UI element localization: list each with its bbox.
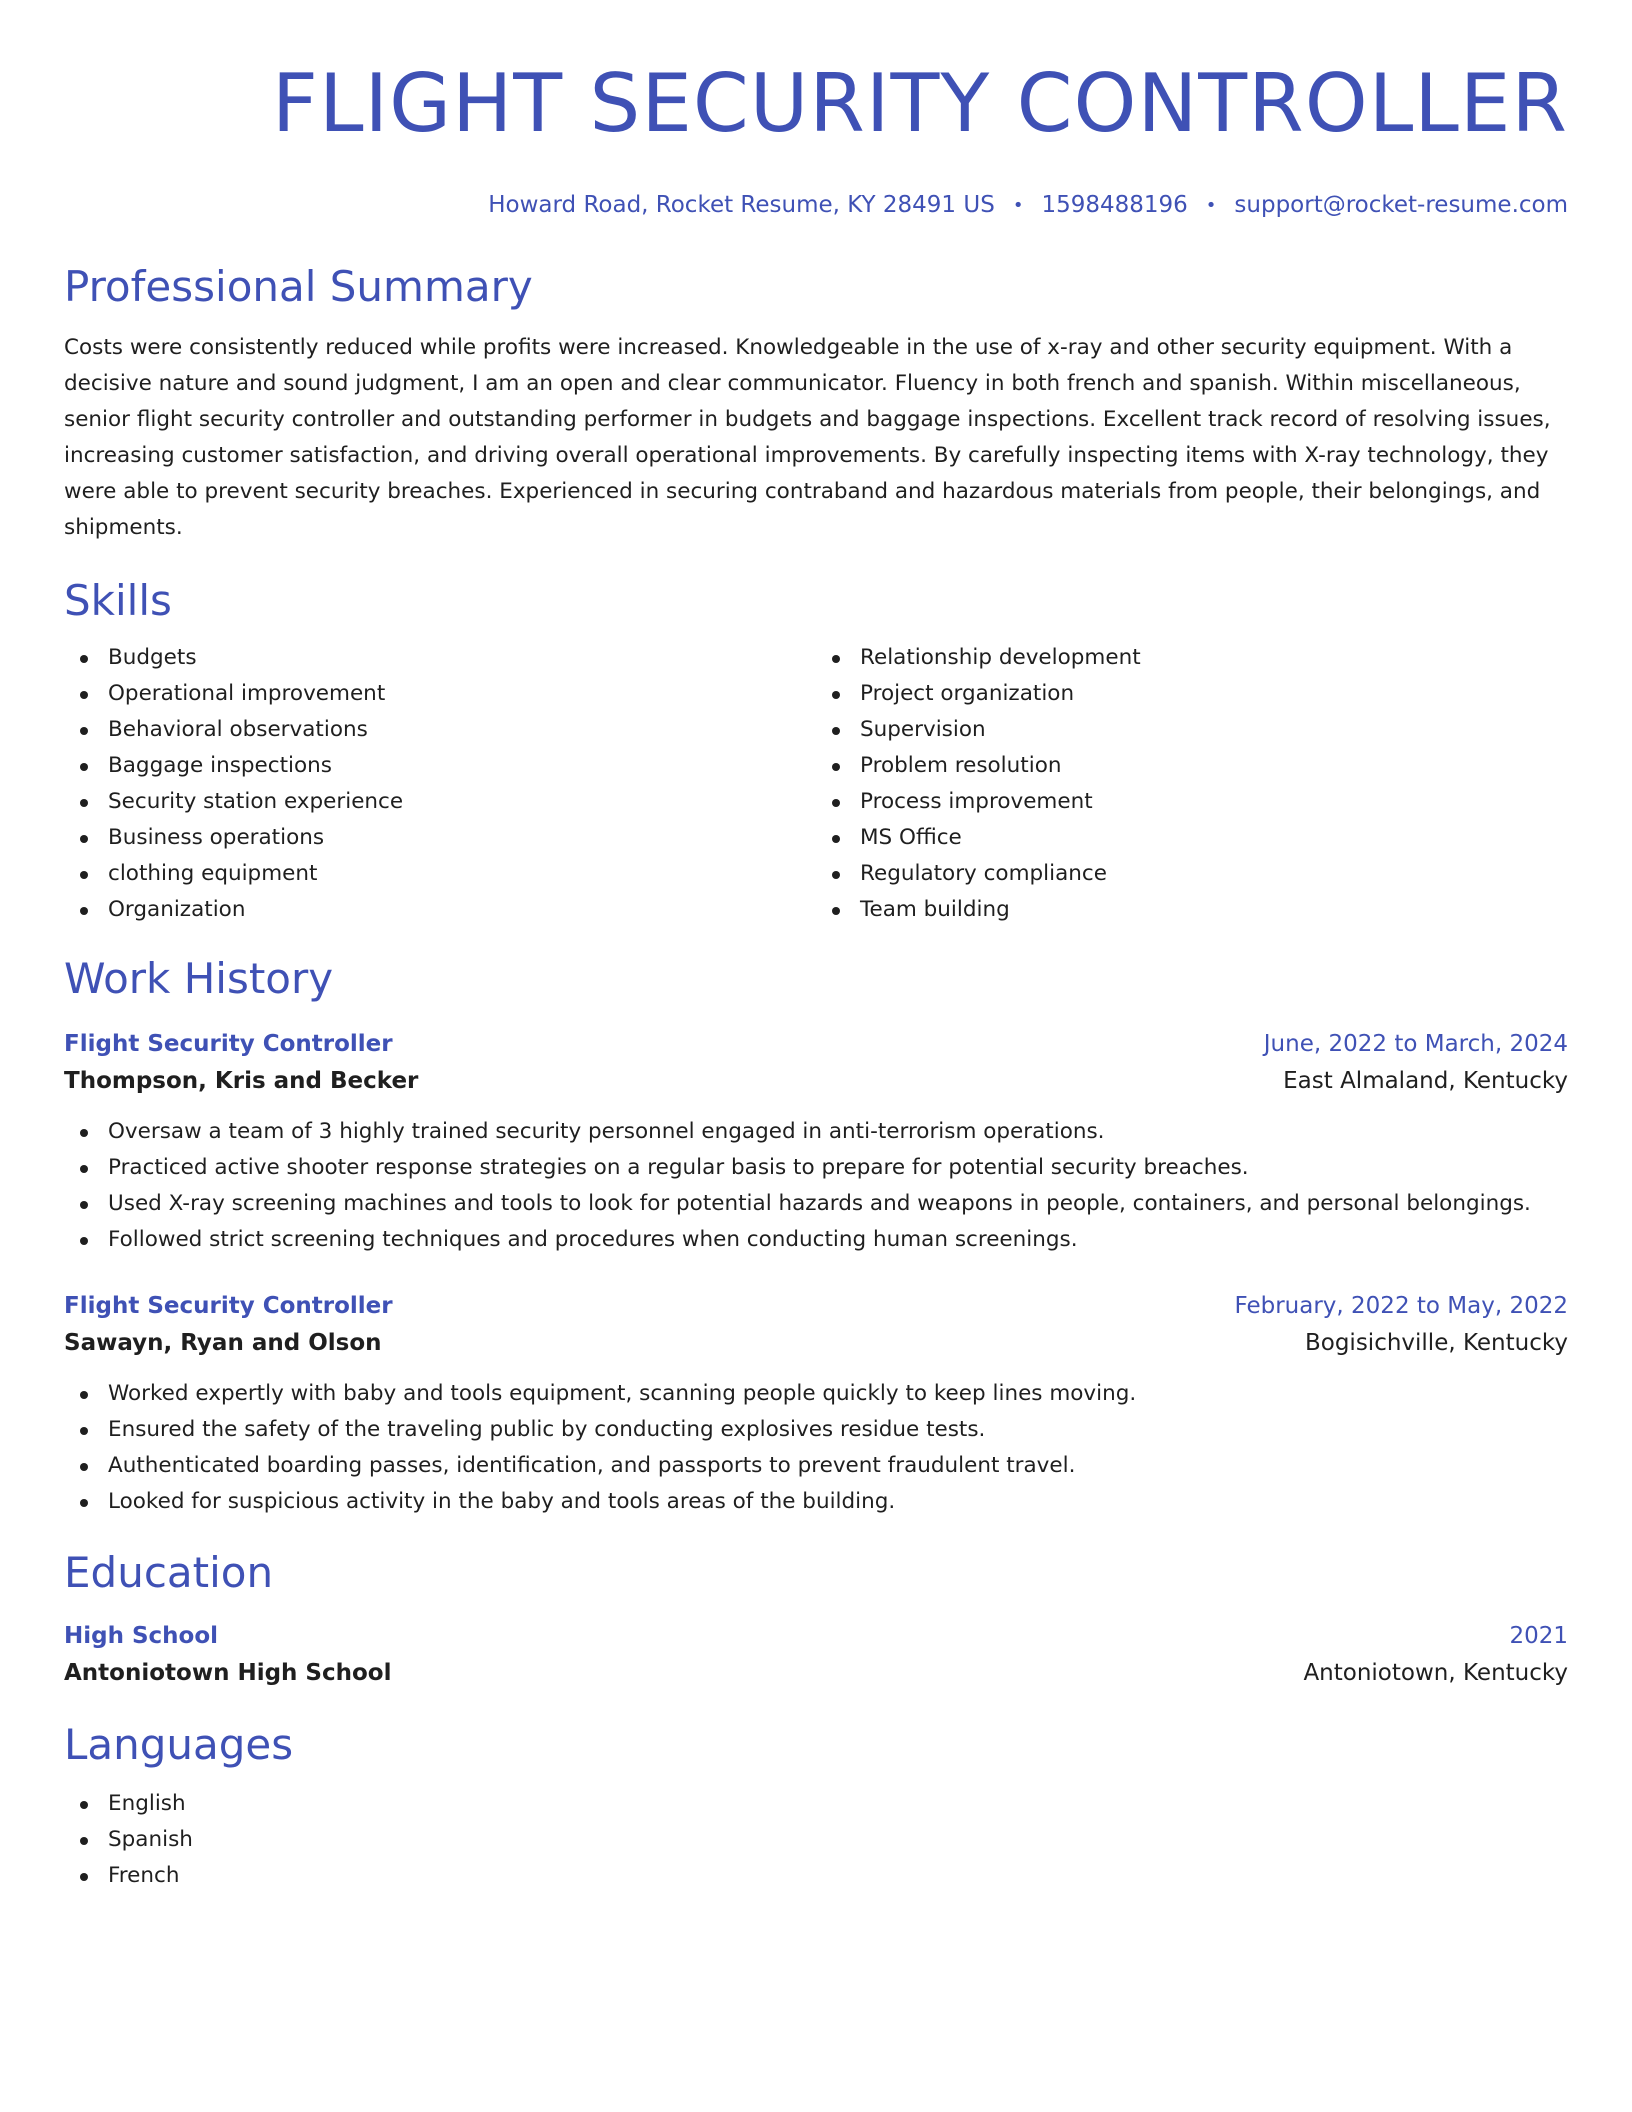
languages-list xyxy=(64,1786,1568,1894)
education-heading: Education xyxy=(64,1548,274,1597)
job-duty-item: Practiced active shooter response strategies on a regular basis to prepare for potential security breaches. xyxy=(64,1150,1568,1186)
language-item: Spanish xyxy=(64,1822,1568,1858)
skills-heading: Skills xyxy=(64,576,172,625)
bullet-separator: • xyxy=(1205,194,1217,216)
skill-item: Regulatory compliance xyxy=(816,856,1568,892)
education-location: Antoniotown, Kentucky xyxy=(1303,1660,1568,1686)
job-company: Thompson, Kris and Becker xyxy=(64,1068,419,1094)
skill-item: Process improvement xyxy=(816,784,1568,820)
skill-item: Team building xyxy=(816,892,1568,928)
resume-name-heading: FLIGHT SECURITY CONTROLLER xyxy=(271,57,1568,150)
job-header-row xyxy=(64,1288,1568,1324)
job-duty-item: Authenticated boarding passes, identification, and passports to prevent fraudulent travel. xyxy=(64,1448,1568,1484)
education-year: 2021 xyxy=(1509,1623,1568,1649)
phone-text: 1598488196 xyxy=(1041,192,1188,218)
skill-item: Security station experience xyxy=(64,784,816,820)
job-duties-list xyxy=(64,1114,1568,1258)
skill-item: Baggage inspections xyxy=(64,748,816,784)
job-duty-item: Worked expertly with baby and tools equipment, scanning people quickly to keep lines moving. xyxy=(64,1376,1568,1412)
skill-item: Operational improvement xyxy=(64,676,816,712)
email-link[interactable]: support@rocket-resume.com xyxy=(1234,192,1568,218)
bullet-separator: • xyxy=(1012,194,1024,216)
job-duty-item: Looked for suspicious activity in the baby and tools areas of the building. xyxy=(64,1484,1568,1520)
skills-list-left xyxy=(64,640,816,928)
job-duty-item: Ensured the safety of the traveling public by conducting explosives residue tests. xyxy=(64,1412,1568,1448)
skill-item: MS Office xyxy=(816,820,1568,856)
job-duty-item: Followed strict screening techniques and procedures when conducting human screenings. xyxy=(64,1222,1568,1258)
job-title: Flight Security Controller xyxy=(64,1293,393,1319)
skill-item: Organization xyxy=(64,892,816,928)
skill-item: Budgets xyxy=(64,640,816,676)
skill-item: Problem resolution xyxy=(816,748,1568,784)
language-item: French xyxy=(64,1858,1568,1894)
languages-heading: Languages xyxy=(64,1720,294,1769)
skills-list-right xyxy=(816,640,1568,928)
work-history-heading: Work History xyxy=(64,954,334,1003)
job-dates: February, 2022 to May, 2022 xyxy=(1234,1293,1568,1319)
job-duty-item: Oversaw a team of 3 highly trained security personnel engaged in anti-terrorism operations. xyxy=(64,1114,1568,1150)
address-text: Howard Road, Rocket Resume, KY 28491 US xyxy=(488,192,995,218)
skill-item: Supervision xyxy=(816,712,1568,748)
job-location: East Almaland, Kentucky xyxy=(1283,1068,1568,1094)
skill-item: clothing equipment xyxy=(64,856,816,892)
skill-item: Project organization xyxy=(816,676,1568,712)
education-school: Antoniotown High School xyxy=(64,1660,392,1686)
education-entry xyxy=(64,1618,1568,1692)
job-employer-row xyxy=(64,1062,1568,1100)
education-header-row xyxy=(64,1618,1568,1654)
summary-paragraph: Costs were consistently reduced while profits were increased. Knowledgeable in the use of x-ray and other security equipment. With a decisive nature and sound judgment, I am an open and clear communicator. Fluency in both french and spanish. Within miscellaneous, senior flight security controller and outstanding performer in budgets and baggage inspections. Excellent track record of resolving issues, increasing customer satisfaction, and driving overall operational improvements. By carefully inspecting items with X-ray technology, they were able to prevent security breaches. Experienced in securing contraband and hazardous materials from people, their belongings, and shipments. xyxy=(64,335,1551,540)
education-school-row xyxy=(64,1654,1568,1692)
job-duty-item: Used X-ray screening machines and tools to look for potential hazards and weapons in people, containers, and personal belongings. xyxy=(64,1186,1568,1222)
job-location: Bogisichville, Kentucky xyxy=(1304,1330,1568,1356)
skills-column-left xyxy=(64,640,816,928)
education-degree: High School xyxy=(64,1623,219,1649)
job-company: Sawayn, Ryan and Olson xyxy=(64,1330,382,1356)
job-title: Flight Security Controller xyxy=(64,1031,393,1057)
job-entry xyxy=(64,1288,1568,1520)
job-duties-list xyxy=(64,1376,1568,1520)
job-header-row xyxy=(64,1026,1568,1062)
job-dates: June, 2022 to March, 2024 xyxy=(1263,1031,1568,1057)
contact-info xyxy=(64,192,1568,218)
job-entry xyxy=(64,1026,1568,1258)
skill-item: Behavioral observations xyxy=(64,712,816,748)
skill-item: Relationship development xyxy=(816,640,1568,676)
summary-heading: Professional Summary xyxy=(64,262,533,311)
job-employer-row xyxy=(64,1324,1568,1362)
skill-item: Business operations xyxy=(64,820,816,856)
skills-columns xyxy=(64,640,1568,928)
skills-column-right xyxy=(816,640,1568,928)
language-item: English xyxy=(64,1786,1568,1822)
